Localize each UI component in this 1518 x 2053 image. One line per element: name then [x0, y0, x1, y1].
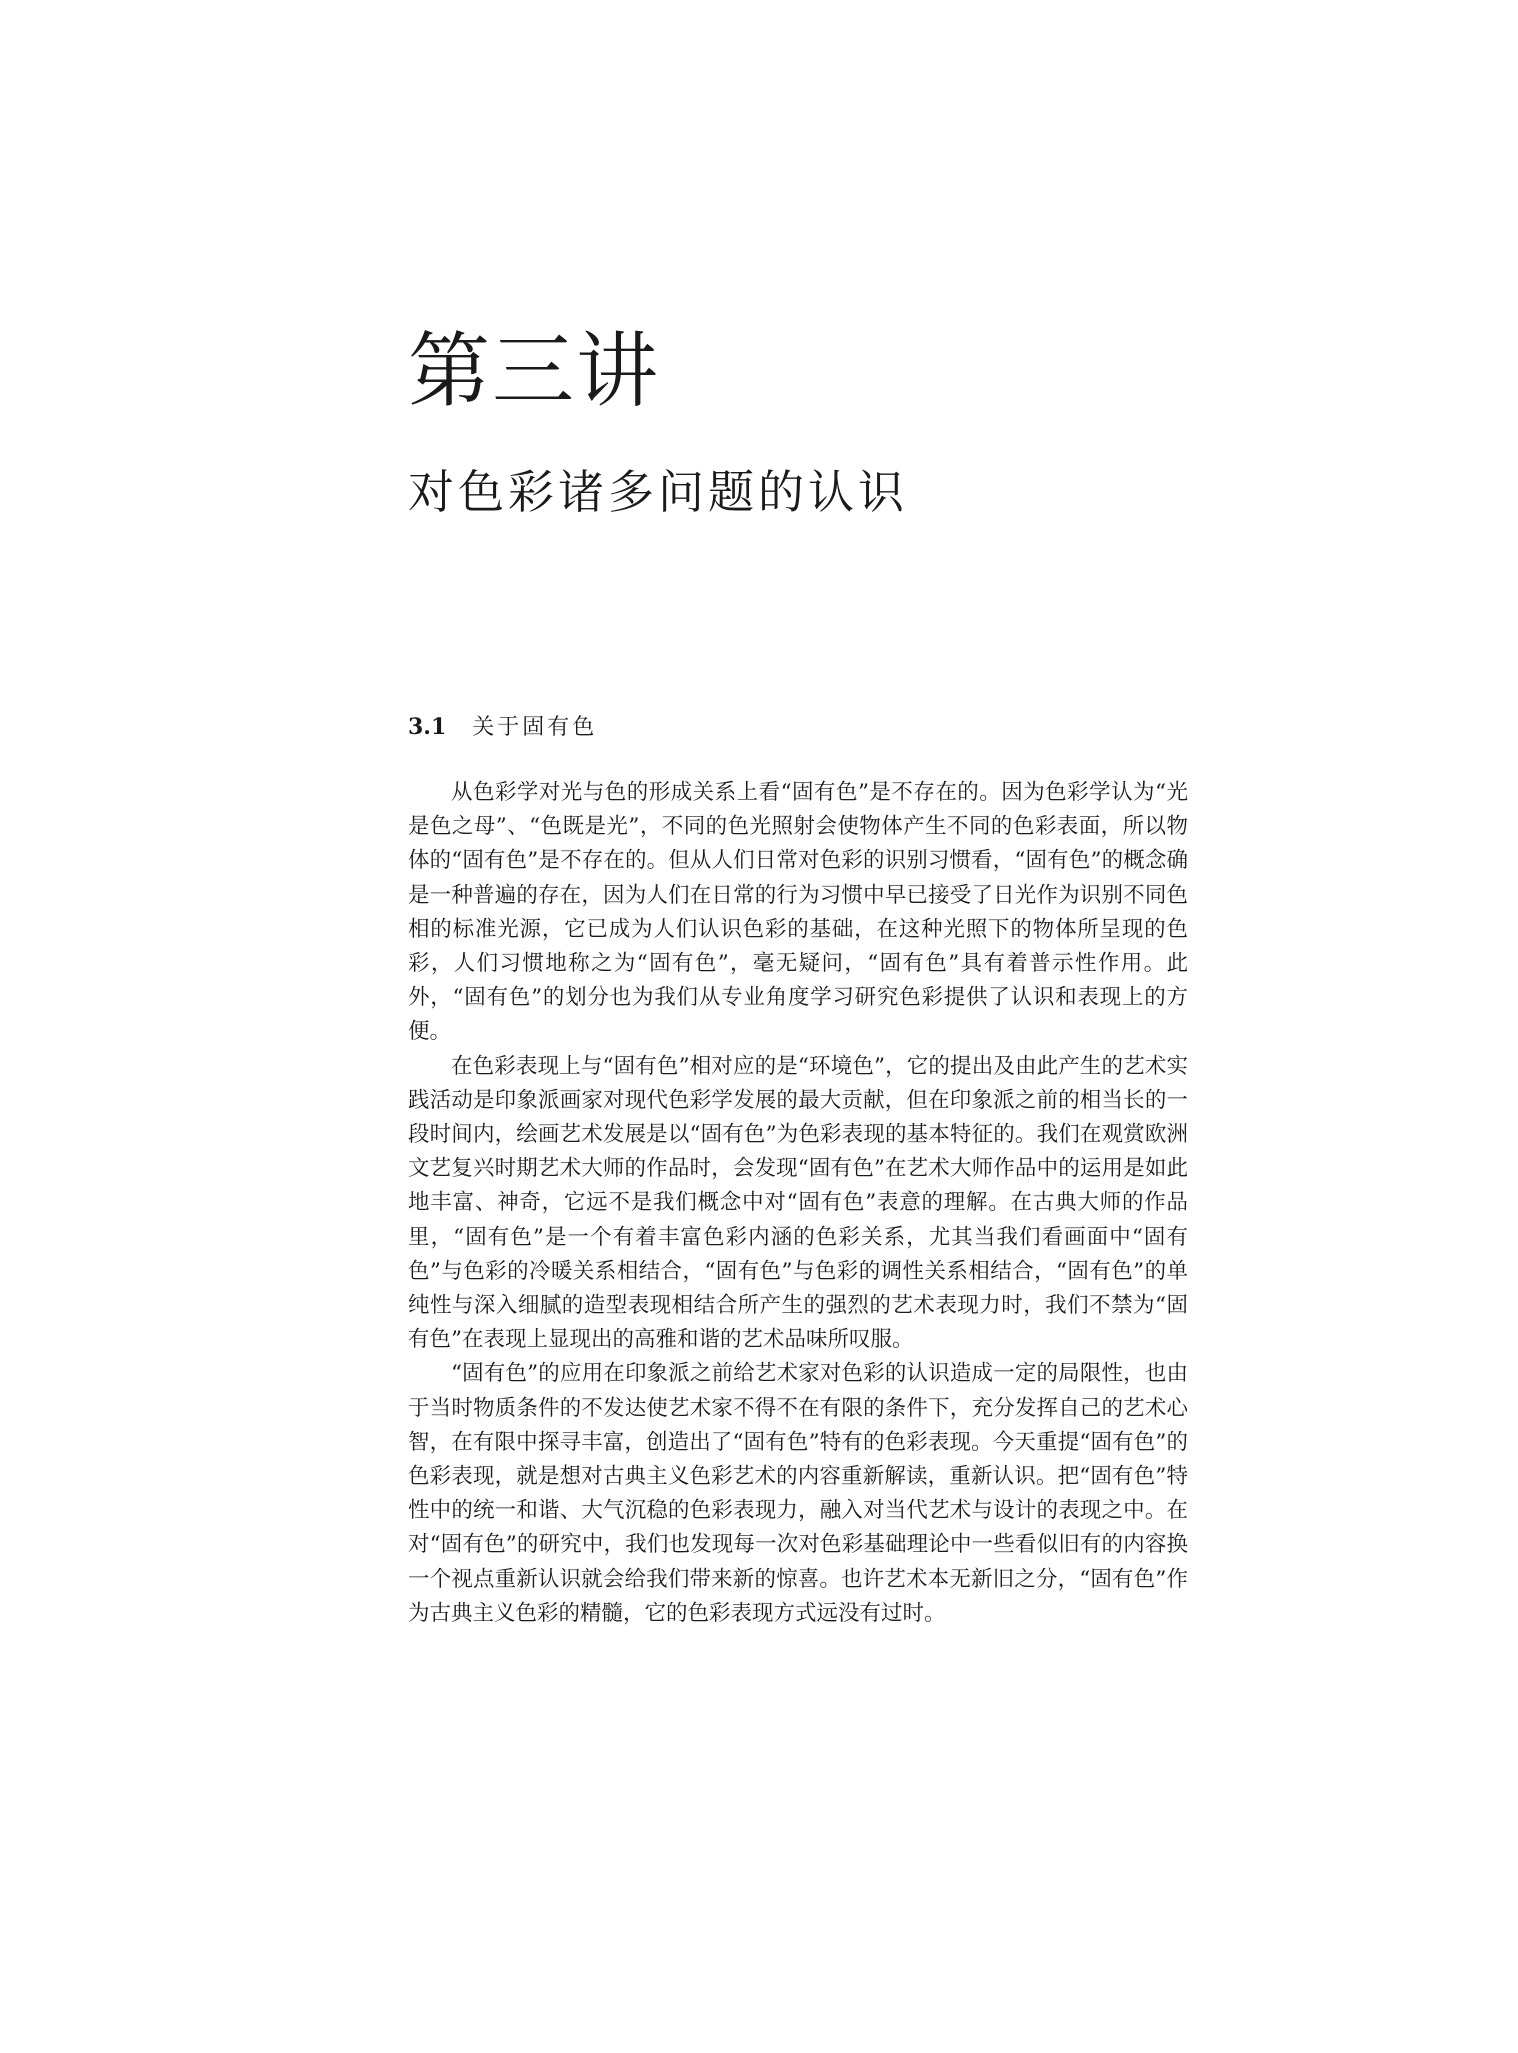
paragraph: “固有色”的应用在印象派之前给艺术家对色彩的认识造成一定的局限性，也由于当时物质条件的不发达使艺术家不得不在有限的条件下，充分发挥自己的艺术心智，在有限中探寻丰富，创造出了“固有色”特有的色彩表现。今天重提“固有色”的色彩表现，就是想对古典主义色彩艺术的内容重新解读，重新认识。把“固有色”特性中的统一和谐、大气沉稳的色彩表现力，融入对当代艺术与设计的表现之中。在对“固有色”的研究中，我们也发现每一次对色彩基础理论中一些看似旧有的内容换一个视点重新认识就会给我们带来新的惊喜。也许艺术本无新旧之分，“固有色”作为古典主义色彩的精髓，它的色彩表现方式远没有过时。 [408, 1361, 1188, 1626]
section-number: 3.1 [408, 714, 447, 740]
chapter-title: 对色彩诸多问题的认识 [408, 465, 908, 519]
body-text [408, 776, 1188, 1631]
chapter-number: 第三讲 [408, 324, 661, 419]
section-title: 关于固有色 [472, 715, 598, 740]
paragraph: 在色彩表现上与“固有色”相对应的是“环境色”，它的提出及由此产生的艺术实践活动是印象派画家对现代色彩学发展的最大贡献，但在印象派之前的相当长的一段时间内，绘画艺术发展是以“固有色”为色彩表现的基本特征的。我们在观赏欧洲文艺复兴时期艺术大师的作品时，会发现“固有色”在艺术大师作品中的运用是如此地丰富、神奇，它远不是我们概念中对“固有色”表意的理解。在古典大师的作品里，“固有色”是一个有着丰富色彩内涵的色彩关系，尤其当我们看画面中“固有色”与色彩的冷暖关系相结合，“固有色”与色彩的调性关系相结合，“固有色”的单纯性与深入细腻的造型表现相结合所产生的强烈的艺术表现力时，我们不禁为“固有色”在表现上显现出的高雅和谐的艺术品味所叹服。 [408, 1053, 1188, 1353]
paragraph: 从色彩学对光与色的形成关系上看“固有色”是不存在的。因为色彩学认为“光是色之母”、“色既是光”，不同的色光照射会使物体产生不同的色彩表面，所以物体的“固有色”是不存在的。但从人们日常对色彩的识别习惯看，“固有色”的概念确是一种普遍的存在，因为人们在日常的行为习惯中早已接受了日光作为识别不同色相的标准光源，它已成为人们认识色彩的基础，在这种光照下的物体所呈现的色彩，人们习惯地称之为“固有色”，毫无疑问，“固有色”具有着普示性作用。此外，“固有色”的划分也为我们从专业角度学习研究色彩提供了认识和表现上的方便。 [408, 780, 1188, 1045]
section-heading [408, 712, 597, 743]
